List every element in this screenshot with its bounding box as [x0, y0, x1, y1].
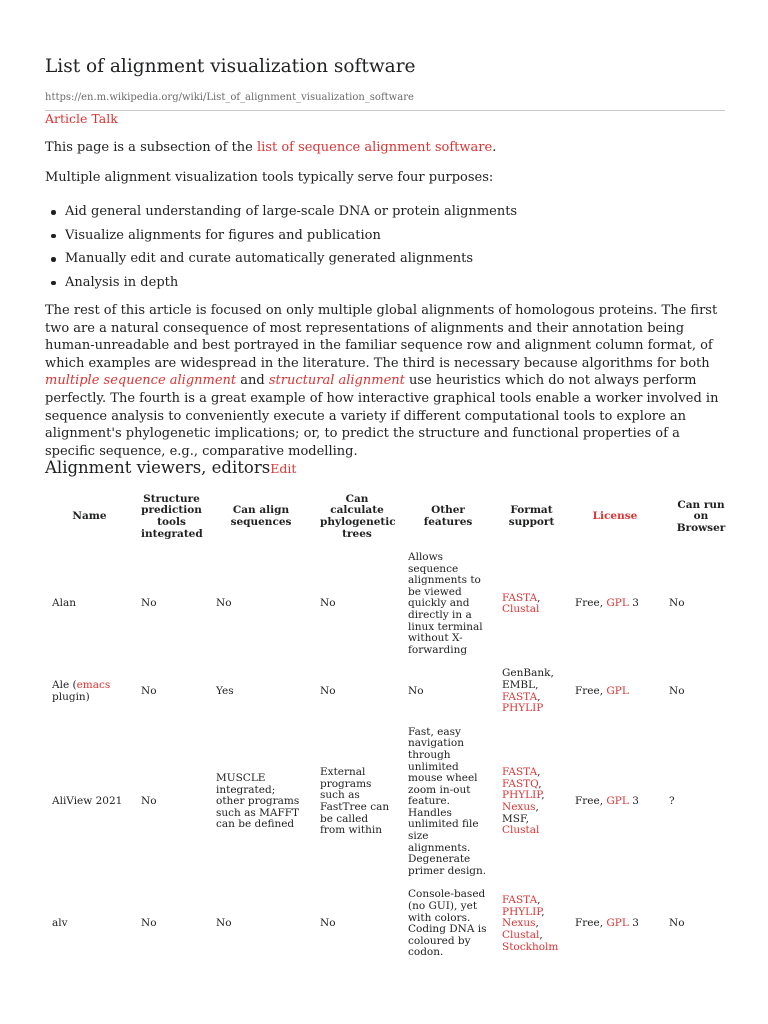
license-text: Free,	[575, 597, 607, 610]
format-text: GenBank,	[502, 667, 554, 680]
page-title: List of alignment visualization software	[45, 56, 416, 77]
header-divider	[45, 110, 725, 111]
cell-name	[45, 662, 134, 720]
table-row	[45, 662, 740, 720]
purposes-intro: Multiple alignment visualization tools typically serve four purposes:	[45, 170, 494, 185]
cell-other: Fast, easy navigation through unlimited mouse wheel zoom in-out feature. Handles unlimited file size alignments. Degenerate primer design.	[408, 725, 487, 877]
format-link[interactable]: Clustal	[502, 824, 540, 837]
cell-name: alv	[52, 917, 68, 930]
cell-structure: No	[141, 597, 157, 610]
intro-suffix: .	[492, 140, 497, 155]
col-header-align: Can align sequences	[230, 504, 292, 528]
cell-license	[568, 662, 662, 720]
link-sequence-alignment-software[interactable]: list of sequence alignment software	[257, 140, 493, 155]
col-header-name: Name	[72, 510, 107, 523]
format-link[interactable]: PHYLIP	[502, 905, 542, 918]
cell-format: FASTA, PHYLIP, Nexus, Clustal, Stockholm	[502, 894, 559, 953]
intro-paragraph	[45, 139, 725, 157]
license-gpl-link[interactable]: GPL	[606, 795, 629, 808]
cell-phylo: External programs such as FastTree can be called from within	[320, 766, 390, 837]
cell-format: FASTA, FASTQ, PHYLIP, Nexus, MSF, Clustal	[502, 766, 545, 837]
cell-browser: ?	[669, 795, 675, 808]
emacs-link[interactable]: emacs	[76, 678, 111, 691]
cell-browser: No	[669, 917, 685, 930]
format-link[interactable]: FASTQ	[502, 777, 539, 790]
cell-format: GenBank, EMBL, FASTA, PHYLIP	[502, 667, 554, 715]
body-paragraph	[45, 302, 725, 460]
format-link[interactable]: Stockholm	[502, 940, 559, 953]
col-header-browser: Can run on Browser	[676, 498, 726, 534]
body-text: The rest of this article is focused on only multiple global alignments of homologous proteins. The first two are a natural consequence of most representations of alignments and their annotation being human-unreadable and best portrayed in the familiar sequence row and alignment column format, of which examples are widespread in the literature. The third is necessary because algorithms for both	[45, 303, 718, 371]
list-item: Manually edit and curate automatically generated alignments	[45, 249, 725, 273]
license-version: 3	[628, 795, 639, 808]
license-link[interactable]: License	[592, 510, 638, 523]
cell-name: Alan	[52, 597, 76, 610]
license-text: Free,	[575, 795, 607, 808]
purposes-list	[45, 202, 725, 296]
cell-structure: No	[141, 795, 157, 808]
license-gpl-link[interactable]: GPL	[606, 917, 629, 930]
license-gpl-link[interactable]: GPL	[606, 597, 629, 610]
cell-align: MUSCLE integrated; other programs such as MAFFT can be defined	[216, 772, 300, 831]
cell-other: Console-based (no GUI), yet with colors. Coding DNA is coloured by codon.	[408, 888, 487, 959]
cell-license	[568, 721, 662, 884]
license-gpl-link[interactable]: GPL	[606, 684, 629, 697]
table-header-row	[45, 488, 740, 546]
link-multiple-sequence-alignment[interactable]: multiple sequence alignment	[45, 373, 237, 389]
section-heading	[45, 458, 296, 477]
list-item: Analysis in depth	[45, 273, 725, 297]
alignment-viewers-table	[45, 488, 740, 965]
col-header-license[interactable]	[568, 488, 662, 546]
cell-browser: No	[669, 597, 685, 610]
name-text: plugin)	[52, 690, 90, 703]
cell-format: FASTA, Clustal	[502, 591, 541, 616]
cell-structure: No	[141, 917, 157, 930]
format-link[interactable]: FASTA	[502, 690, 538, 703]
cell-other: No	[408, 684, 424, 697]
body-text: use heuristics which do not always perform perfectly. The fourth is a great example of how interactive graphical tools enable a worker involved in sequence analysis to conveniently execute a variety if different computational tools to explore an alignment's phylogenetic implications; or, to predict the structure and functional properties of a specific sequence, e.g., comparative modelling.	[45, 373, 719, 459]
intro-prefix: This page is a subsection of the	[45, 140, 257, 155]
cell-phylo: No	[320, 597, 336, 610]
col-header-structure: Structure prediction tools integrated	[141, 492, 203, 540]
format-link[interactable]: FASTA	[502, 591, 538, 604]
list-item: Visualize alignments for figures and publication	[45, 226, 725, 250]
cell-align: Yes	[216, 684, 234, 697]
format-text: EMBL,	[502, 678, 539, 691]
format-link[interactable]: Nexus	[502, 917, 536, 930]
cell-align: No	[216, 917, 232, 930]
license-text: Free,	[575, 917, 607, 930]
tab-talk[interactable]: Talk	[91, 111, 118, 126]
col-header-phylo: Can calculate phylogenetic trees	[320, 492, 396, 540]
cell-phylo: No	[320, 684, 336, 697]
cell-browser: No	[669, 684, 685, 697]
table-row	[45, 546, 740, 662]
format-link[interactable]: FASTA	[502, 766, 538, 779]
cell-name: AliView 2021	[52, 795, 123, 808]
format-link[interactable]: Nexus	[502, 801, 536, 814]
format-link[interactable]: PHYLIP	[502, 789, 542, 802]
format-link[interactable]: Clustal	[502, 603, 540, 616]
format-text: MSF,	[502, 812, 529, 825]
article-tabs	[45, 111, 118, 126]
tab-article[interactable]: Article	[45, 111, 88, 126]
format-link[interactable]: Clustal	[502, 929, 540, 942]
body-text: and	[236, 373, 269, 389]
link-structural-alignment[interactable]: structural alignment	[268, 373, 405, 389]
list-item: Aid general understanding of large-scale DNA or protein alignments	[45, 202, 725, 226]
cell-other: Allows sequence alignments to be viewed quickly and directly in a linux terminal without X-forwarding	[408, 551, 483, 656]
table-row	[45, 721, 740, 884]
cell-align: No	[216, 597, 232, 610]
col-header-other: Other features	[423, 504, 473, 528]
format-link[interactable]: PHYLIP	[502, 702, 544, 715]
cell-phylo: No	[320, 917, 336, 930]
format-link[interactable]: FASTA	[502, 894, 538, 907]
license-version: 3	[628, 597, 639, 610]
section-title: Alignment viewers, editors	[45, 458, 271, 477]
license-version: 3	[628, 917, 639, 930]
cell-structure: No	[141, 684, 157, 697]
license-text: Free,	[575, 684, 607, 697]
cell-license	[568, 883, 662, 965]
edit-section-link[interactable]: Edit	[270, 461, 297, 476]
name-text: Ale (	[52, 678, 77, 691]
table-row	[45, 883, 740, 965]
page-url: https://en.m.wikipedia.org/wiki/List_of_alignment_visualization_software	[45, 92, 414, 103]
cell-license	[568, 546, 662, 662]
col-header-format: Format support	[508, 504, 555, 528]
